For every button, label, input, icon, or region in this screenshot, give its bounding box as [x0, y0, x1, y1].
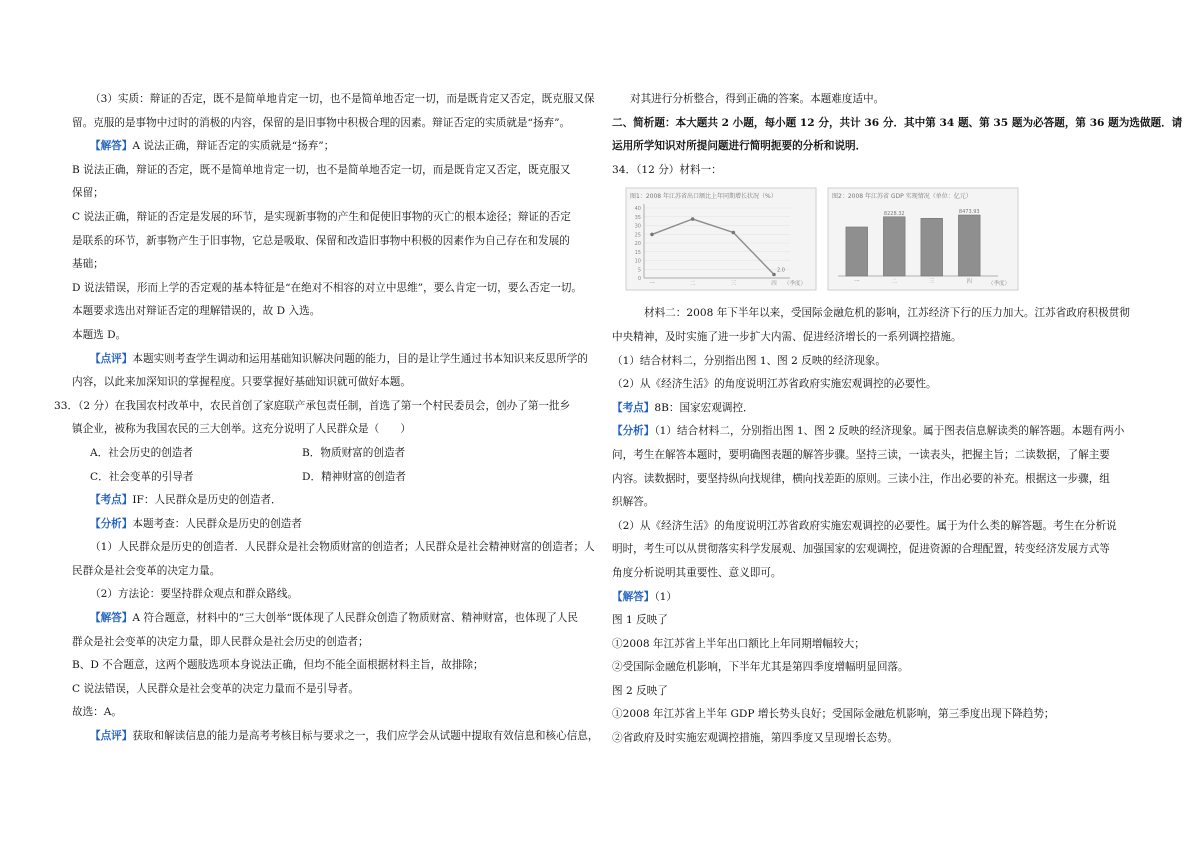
options-row — [72, 442, 592, 466]
chart2-title: 图2：2008 年江苏省 GDP 实现情况（单位：亿元） — [832, 193, 972, 201]
text-line: 内容，以此来加深知识的掌握程度。只要掌握好基础知识就可做好本题。 — [72, 376, 411, 389]
chart1-data-label: 2.0 — [777, 267, 785, 274]
text-line: 群众是社会变革的决定力量，即人民群众是社会历史的创造者； — [72, 635, 369, 648]
text: 本题实则考查学生调动和运用基础知识解决问题的能力，目的是让学生通过书本知识来反思所学的 — [132, 352, 588, 365]
text-line: 内容。读数据时，要坚持纵向找规律，横向找差距的原则。三读小注，作出必要的补充。根据这一步骤，组 — [612, 472, 1110, 485]
text: （1）结合材料二，分别指出图 1、图 2 反映的经济现象。属于图表信息解读类的解答题。本题有两小 — [654, 425, 1125, 438]
chart1-data-point — [732, 231, 736, 235]
chart1-data-point — [772, 273, 776, 277]
text-line: ①2008 年江苏省上半年出口额比上年同期增幅较大； — [612, 637, 865, 650]
chart1-data-point — [691, 218, 695, 222]
point-tag: 【考点】 — [612, 401, 655, 414]
text-line: 本题要求选出对辩证否定的理解错误的，故 D 入选。 — [72, 305, 321, 318]
option-a: A．社会历史的创造者 — [90, 446, 193, 459]
text-line: （2）从《经济生活》的角度说明江苏省政府实施宏观调控的必要性。属于为什么类的解答题。考生在分析说 — [612, 519, 1117, 532]
chart1-x-tick-label: 三 — [730, 281, 737, 288]
chart2-x-tick-label: 二 — [891, 279, 898, 286]
text: 本题考查：人民群众是历史的创造者 — [132, 517, 302, 530]
section-heading: 二、简析题：本大题共 2 小题，每小题 12 分，共计 36 分．其中第 34 题、第 35 题为必答题，第 36 题为选做题．请 — [612, 116, 1183, 129]
figure-2-bar-chart — [828, 188, 1018, 290]
text-line: 角度分析说明其重要性、意义即可。 — [612, 566, 782, 579]
text: IF：人民群众是历史的创造者． — [132, 494, 282, 507]
chart1-x-tick-label: 二 — [689, 281, 696, 288]
chart1-y-tick-label: 0 — [637, 276, 641, 283]
text-line: 故选：A。 — [72, 706, 123, 719]
text-line: 图 2 反映了 — [612, 684, 668, 697]
chart1-y-tick-label: 40 — [634, 206, 641, 213]
text-line: 基础； — [72, 258, 104, 271]
figure-1-line-chart — [626, 188, 816, 290]
chart2-bar — [921, 219, 943, 277]
analysis-tag: 【分析】 — [90, 517, 133, 530]
chart2-data-label: 8228.32 — [883, 211, 905, 218]
text-line — [612, 397, 1132, 421]
section-heading: 运用所学知识对所提问题进行简明扼要的分析和说明． — [612, 140, 867, 153]
text-line: 明时，考生可以从贯彻落实科学发展观、加强国家的宏观调控，促进资源的合理配置，转变经济发展方式等 — [612, 543, 1110, 556]
answer-tag: 【解答】 — [90, 140, 133, 153]
text-line — [612, 420, 1132, 444]
text-line: 民群众是社会变革的决定力量。 — [72, 564, 221, 577]
options-row — [72, 466, 592, 490]
text-line: （2）方法论：要坚持群众观点和群众路线。 — [90, 588, 299, 601]
text-line — [72, 135, 592, 159]
question-33: 33．（2 分）在我国农村改革中，农民首创了家庭联产承包责任制，首选了第一个村民委员会，创办了第一批乡 — [54, 399, 571, 412]
text-line: B 说法正确，辩证的否定，既不是简单地肯定一切，也不是简单地否定一切，而是既肯定又否定，既克服又 — [72, 163, 571, 176]
text-line: 中央精神，及时实施了进一步扩大内需、促进经济增长的一系列调控措施。 — [612, 330, 962, 343]
text-line: ②受国际金融危机影响，下半年尤其是第四季度增幅明显回落。 — [612, 661, 909, 674]
option-d: D．精神财富的创造者 — [302, 470, 406, 483]
charts-svg — [622, 184, 1122, 300]
text-line: 镇企业，被称为我国农民的三大创举。这充分说明了人民群众是（ ） — [72, 423, 411, 436]
text: 获取和解读信息的能力是高考考核目标与要求之一，我们应学会从试题中提取有效信息和核心信息， — [132, 730, 599, 743]
chart1-x-label: （季度） — [784, 281, 807, 288]
question-34: 34．（12 分）材料一： — [612, 163, 722, 176]
text-line — [72, 489, 592, 513]
text: （1） — [654, 590, 678, 603]
right-column — [612, 88, 1183, 751]
text-line: 对其进行分析整合，得到正确的答案。本题难度适中。 — [630, 93, 885, 105]
chart1-y-tick-label: 20 — [634, 241, 641, 248]
text-line: 织解答。 — [612, 496, 655, 509]
option-b: B．物质财富的创造者 — [302, 446, 406, 459]
answer-tag: 【解答】 — [90, 612, 133, 625]
chart1-y-tick-label: 35 — [634, 215, 641, 222]
chart1-y-tick-label: 5 — [637, 267, 641, 274]
text-line: ②省政府及时实施宏观调控措施，第四季度又呈现增长态势。 — [612, 732, 899, 745]
left-column — [54, 88, 599, 749]
text-line — [72, 348, 592, 372]
chart2-bar — [883, 217, 905, 276]
text-line: C 说法错误，人民群众是社会变革的决定力量而不是引导者。 — [72, 682, 359, 695]
chart2-bar — [846, 227, 868, 276]
text-line: （1）结合材料二，分别指出图 1、图 2 反映的经济现象。 — [612, 354, 886, 367]
text: 8B：国家宏观调控． — [654, 401, 754, 414]
text-line: （2）从《经济生活》的角度说明江苏省政府实施宏观调控的必要性。 — [612, 378, 937, 391]
text: A 符合题意，材料中的”三大创举“既体现了人民群众创造了物质财富、精神财富，也体现了人民 — [132, 612, 578, 625]
chart2-x-tick-label: 四 — [966, 279, 973, 286]
text-line: ①2008 年江苏省上半年 GDP 增长势头良好；受国际金融危机影响，第三季度出现下降趋势； — [612, 708, 1055, 721]
chart1-y-tick-label: 15 — [634, 250, 641, 257]
chart1-title: 图1：2008 年江苏省出口额比上年同期增长状况（%） — [630, 193, 777, 201]
text-line — [72, 607, 592, 631]
text-line: 材料二：2008 年下半年以来，受国际金融危机的影响，江苏经济下行的压力加大。江苏省政府积极贯彻 — [644, 307, 1130, 320]
chart2-bar — [958, 215, 980, 276]
point-tag: 【考点】 — [90, 494, 133, 507]
answer-tag: 【解答】 — [612, 590, 655, 603]
option-c: C．社会变革的引导者 — [90, 470, 194, 483]
text-line — [72, 725, 599, 749]
text-line: C 说法正确，辩证的否定是发展的环节，是实现新事物的产生和促使旧事物的灭亡的根本途径；辩证的否定 — [72, 210, 571, 223]
text-line: 问，考生在解答本题时，要明确图表题的解答步骤。坚持三读，一读表头，把握主旨；二读数据，了解主要 — [612, 448, 1110, 461]
chart2-x-tick-label: 三 — [928, 279, 935, 286]
text-line — [612, 586, 1132, 610]
comment-tag: 【点评】 — [90, 730, 133, 743]
text-line: 本题选 D。 — [72, 328, 127, 341]
text-line: （3）实质：辩证的否定，既不是简单地肯定一切，也不是简单地否定一切，而是既肯定又否定，既克服又保 — [90, 93, 595, 105]
chart1-x-tick-label: 四 — [771, 281, 777, 288]
text-line: 保留； — [72, 187, 104, 200]
chart1-data-point — [650, 233, 654, 237]
text-line: （1）人民群众是历史的创造者．人民群众是社会物质财富的创造者；人民群众是社会精神财富的创造者；人 — [90, 541, 595, 554]
material-one-charts — [622, 184, 1132, 302]
chart1-y-tick-label: 25 — [634, 232, 641, 239]
text-line: B、D 不合题意，这两个题肢选项本身说法正确，但均不能全面根据材料主旨，故排除； — [72, 659, 484, 672]
text: A 说法正确，辩证否定的实质就是“扬弃”； — [132, 140, 335, 153]
analysis-tag: 【分析】 — [612, 425, 655, 438]
chart1-y-tick-label: 10 — [634, 258, 641, 265]
chart2-x-label: （季度） — [988, 281, 1011, 288]
chart2-data-label: 8473.93 — [958, 209, 980, 216]
chart1-frame — [626, 188, 816, 290]
text-line: D 说法错误，形而上学的否定观的基本特征是“在绝对不相容的对立中思维”，要么肯定一切，要么否定一切。 — [72, 281, 583, 294]
chart2-x-tick-label: 一 — [853, 279, 860, 286]
text-line — [72, 513, 592, 537]
comment-tag: 【点评】 — [90, 352, 133, 365]
chart1-x-tick-label: 一 — [649, 281, 655, 288]
text-line: 留。克服的是事物中过时的消极的内容，保留的是旧事物中积极合理的因素。辩证否定的实质就是“扬弃”。 — [72, 116, 571, 129]
text-line: 图 1 反映了 — [612, 614, 668, 627]
text-line: 是联系的环节，新事物产生于旧事物，它总是吸取、保留和改造旧事物中积极的因素作为自己存在和发展的 — [72, 234, 570, 247]
chart1-y-tick-label: 30 — [634, 223, 641, 230]
